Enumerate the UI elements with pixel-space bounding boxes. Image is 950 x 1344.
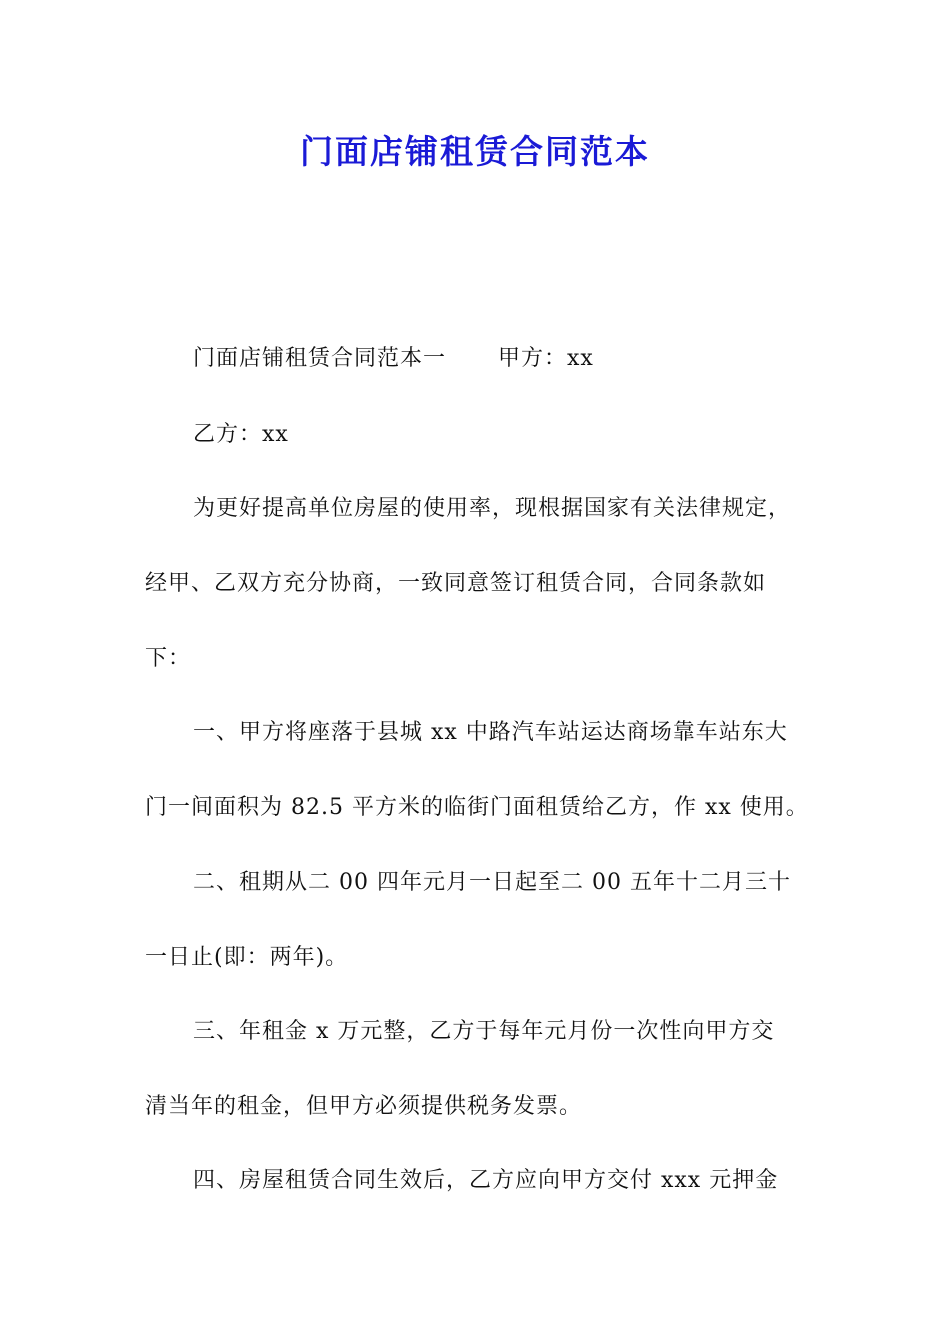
clause-3-line: 三、年租金 x 万元整，乙方于每年元月份一次性向甲方交 bbox=[193, 1019, 775, 1044]
clause-1-line: 门一间面积为 82.5 平方米的临街门面租赁给乙方，作 xx 使用。 bbox=[145, 795, 809, 820]
contract-subtitle: 门面店铺租赁合同范本一 bbox=[193, 346, 447, 371]
paragraph-line: 下： bbox=[145, 646, 192, 671]
paragraph-line: 为更好提高单位房屋的使用率，现根据国家有关法律规定， bbox=[193, 496, 792, 521]
clause-3-line: 清当年的租金，但甲方必须提供税务发票。 bbox=[145, 1094, 583, 1119]
document-title: 门面店铺租赁合同范本 bbox=[300, 132, 650, 171]
party-b: 乙方：xx bbox=[193, 422, 289, 447]
party-a: 甲方：xx bbox=[498, 346, 594, 371]
clause-4-line: 四、房屋租赁合同生效后，乙方应向甲方交付 xxx 元押金 bbox=[193, 1168, 779, 1193]
clause-2-line: 一日止(即：两年)。 bbox=[145, 945, 349, 970]
contract-heading-line bbox=[193, 344, 594, 374]
clause-2-line: 二、租期从二 00 四年元月一日起至二 00 五年十二月三十 bbox=[193, 870, 791, 895]
paragraph-line: 经甲、乙双方充分协商，一致同意签订租赁合同，合同条款如 bbox=[145, 571, 767, 596]
clause-1-line: 一、甲方将座落于县城 xx 中路汽车站运达商场靠车站东大 bbox=[193, 720, 788, 745]
